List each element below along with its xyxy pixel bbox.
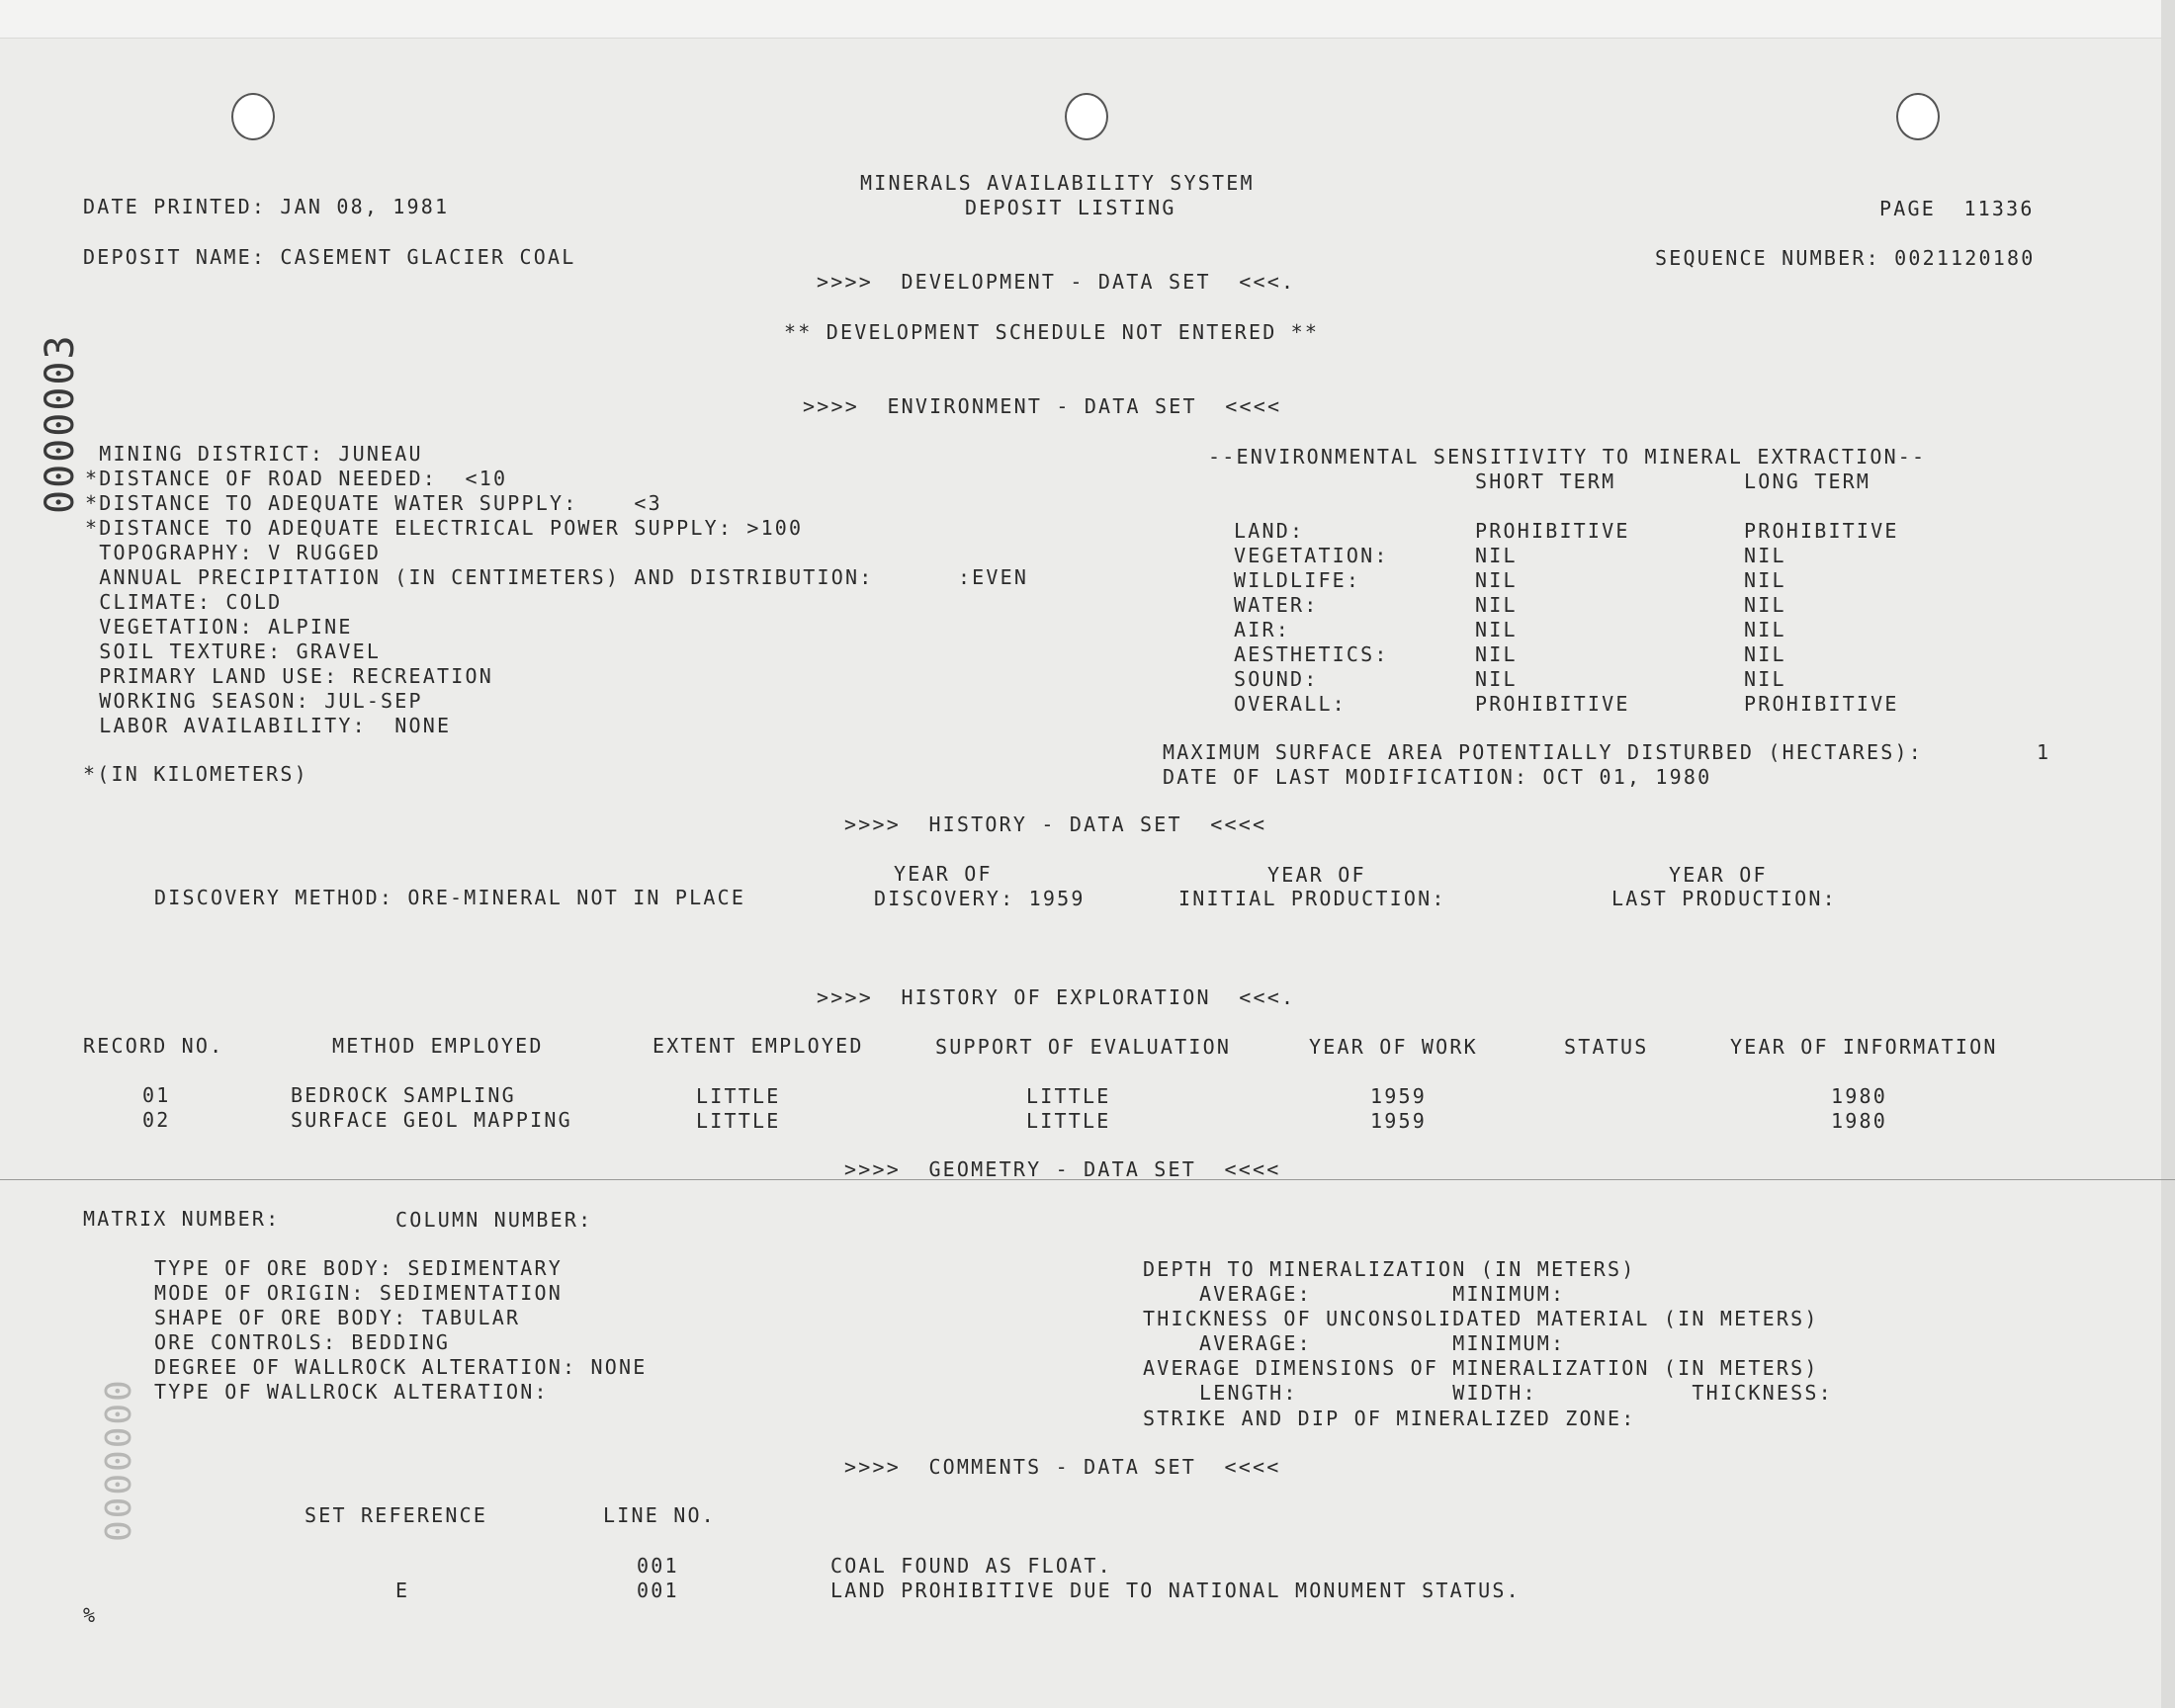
col-status: STATUS [1564, 1035, 1649, 1059]
sens-short: NIL [1475, 568, 1518, 592]
sens-label: AIR: [1234, 618, 1290, 641]
exp-year: 1959 [1370, 1109, 1427, 1133]
sens-short: PROHIBITIVE [1475, 519, 1630, 543]
exp-support: LITTLE [1026, 1109, 1111, 1133]
date-printed: DATE PRINTED: JAN 08, 1981 [83, 195, 450, 218]
year-of-label: YEAR OF [1267, 863, 1366, 887]
comment-text: LAND PROHIBITIVE DUE TO NATIONAL MONUMENT STATUS. [830, 1579, 1521, 1602]
exp-extent: LITTLE [696, 1109, 781, 1133]
geometry-line: TYPE OF WALLROCK ALTERATION: [154, 1380, 549, 1404]
sens-label: WATER: [1234, 593, 1319, 617]
sens-long: PROHIBITIVE [1744, 519, 1899, 543]
sens-short: PROHIBITIVE [1475, 692, 1630, 716]
end-mark: % [83, 1603, 98, 1627]
depth-average-minimum: AVERAGE: MINIMUM: [1143, 1282, 1566, 1306]
geometry-line: TYPE OF ORE BODY: SEDIMENTARY [154, 1256, 563, 1280]
col-record-no: RECORD NO. [83, 1034, 224, 1058]
thickness-unconsolidated: THICKNESS OF UNCONSOLIDATED MATERIAL (IN METERS) [1143, 1307, 1819, 1330]
env-line: ANNUAL PRECIPITATION (IN CENTIMETERS) AND DISTRIBUTION: :EVEN [85, 565, 1029, 589]
env-line: *DISTANCE TO ADEQUATE WATER SUPPLY: <3 [85, 491, 662, 515]
geometry-line: SHAPE OF ORE BODY: TABULAR [154, 1306, 521, 1329]
matrix-number: MATRIX NUMBER: [83, 1207, 281, 1231]
env-line: CLIMATE: COLD [85, 590, 283, 614]
env-footnote: *(IN KILOMETERS) [83, 762, 308, 786]
year-of-label: YEAR OF [894, 862, 993, 886]
col-method: METHOD EMPLOYED [332, 1034, 544, 1058]
geometry-line: DEGREE OF WALLROCK ALTERATION: NONE [154, 1355, 648, 1379]
col-year-of-info: YEAR OF INFORMATION [1730, 1035, 1998, 1059]
env-line: WORKING SEASON: JUL-SEP [85, 689, 423, 713]
sens-label: VEGETATION: [1234, 544, 1389, 567]
exp-method: SURFACE GEOL MAPPING [291, 1108, 572, 1132]
history-heading: >>>> HISTORY - DATA SET <<<< [844, 812, 1267, 836]
exploration-heading: >>>> HISTORY OF EXPLORATION <<<. [817, 985, 1296, 1009]
col-year-of-work: YEAR OF WORK [1309, 1035, 1478, 1059]
development-note: ** DEVELOPMENT SCHEDULE NOT ENTERED ** [784, 320, 1320, 344]
sens-label: WILDLIFE: [1234, 568, 1361, 592]
env-line: TOPOGRAPHY: V RUGGED [85, 541, 382, 564]
listing-title: DEPOSIT LISTING [965, 196, 1176, 219]
exp-info: 1980 [1831, 1109, 1887, 1133]
sens-long: NIL [1744, 568, 1786, 592]
strike-and-dip: STRIKE AND DIP OF MINERALIZED ZONE: [1143, 1407, 1636, 1430]
comments-heading: >>>> COMMENTS - DATA SET <<<< [844, 1455, 1281, 1479]
sens-label: OVERALL: [1234, 692, 1347, 716]
exp-support: LITTLE [1026, 1084, 1111, 1108]
env-line: SOIL TEXTURE: GRAVEL [85, 640, 382, 663]
exp-extent: LITTLE [696, 1084, 781, 1108]
env-line: VEGETATION: ALPINE [85, 615, 353, 639]
development-heading: >>>> DEVELOPMENT - DATA SET <<<. [817, 270, 1296, 294]
sens-label: LAND: [1234, 519, 1305, 543]
env-line: MINING DISTRICT: JUNEAU [85, 442, 423, 466]
exp-record: 01 [142, 1083, 171, 1107]
punch-hole [231, 93, 275, 140]
geometry-line: MODE OF ORIGIN: SEDIMENTATION [154, 1281, 563, 1305]
sens-long: PROHIBITIVE [1744, 692, 1899, 716]
col-set-reference: SET REFERENCE [304, 1503, 488, 1527]
env-line: *DISTANCE OF ROAD NEEDED: <10 [85, 467, 508, 490]
year-of-label: YEAR OF [1669, 863, 1768, 887]
discovery-method: DISCOVERY METHOD: ORE-MINERAL NOT IN PLACE [154, 886, 746, 909]
col-line-no: LINE NO. [603, 1503, 716, 1527]
microfilm-stamp: 0000003 [38, 333, 83, 514]
env-line: PRIMARY LAND USE: RECREATION [85, 664, 493, 688]
sens-short: NIL [1475, 618, 1518, 641]
sequence-number: SEQUENCE NUMBER: 0021120180 [1655, 246, 2036, 270]
system-title: MINERALS AVAILABILITY SYSTEM [860, 171, 1255, 195]
deposit-name: DEPOSIT NAME: CASEMENT GLACIER COAL [83, 245, 576, 269]
dimensions-line: LENGTH: WIDTH: THICKNESS: [1143, 1381, 1833, 1405]
max-surface-area-value: 1 [2037, 740, 2051, 764]
sens-short: NIL [1475, 593, 1518, 617]
sens-long: NIL [1744, 667, 1786, 691]
exp-method: BEDROCK SAMPLING [291, 1083, 516, 1107]
sensitivity-col-short: SHORT TERM [1475, 470, 1616, 493]
paper-right-edge [2161, 0, 2175, 1708]
last-production: LAST PRODUCTION: [1611, 887, 1837, 910]
comment-line: 001 [637, 1554, 679, 1578]
sens-short: NIL [1475, 667, 1518, 691]
sens-label: AESTHETICS: [1234, 642, 1389, 666]
exp-record: 02 [142, 1108, 171, 1132]
microfilm-stamp-faint: 0000000 [99, 1378, 139, 1542]
max-surface-area: MAXIMUM SURFACE AREA POTENTIALLY DISTURBED (HECTARES): [1163, 740, 1924, 764]
exp-year: 1959 [1370, 1084, 1427, 1108]
comment-set: E [395, 1579, 410, 1602]
comment-line: 001 [637, 1579, 679, 1602]
last-modification: DATE OF LAST MODIFICATION: OCT 01, 1980 [1163, 765, 1712, 789]
initial-production: INITIAL PRODUCTION: [1178, 887, 1446, 910]
geometry-heading: >>>> GEOMETRY - DATA SET <<<< [844, 1157, 1281, 1181]
sens-long: NIL [1744, 593, 1786, 617]
comment-text: COAL FOUND AS FLOAT. [830, 1554, 1112, 1578]
page-number: PAGE 11336 [1879, 197, 2035, 220]
thickness-average-minimum: AVERAGE: MINIMUM: [1143, 1331, 1566, 1355]
sens-long: NIL [1744, 642, 1786, 666]
column-number: COLUMN NUMBER: [395, 1208, 593, 1232]
sens-long: NIL [1744, 618, 1786, 641]
depth-to-mineralization: DEPTH TO MINERALIZATION (IN METERS) [1143, 1257, 1636, 1281]
env-line: LABOR AVAILABILITY: NONE [85, 714, 452, 737]
env-line: *DISTANCE TO ADEQUATE ELECTRICAL POWER SUPPLY: >100 [85, 516, 804, 540]
col-support: SUPPORT OF EVALUATION [935, 1035, 1232, 1059]
discovery-year: DISCOVERY: 1959 [874, 887, 1086, 910]
punch-hole [1896, 93, 1940, 140]
sensitivity-col-long: LONG TERM [1744, 470, 1871, 493]
geometry-line: ORE CONTROLS: BEDDING [154, 1330, 451, 1354]
environment-heading: >>>> ENVIRONMENT - DATA SET <<<< [803, 394, 1282, 418]
sens-label: SOUND: [1234, 667, 1319, 691]
exp-info: 1980 [1831, 1084, 1887, 1108]
sens-short: NIL [1475, 642, 1518, 666]
sens-long: NIL [1744, 544, 1786, 567]
average-dimensions: AVERAGE DIMENSIONS OF MINERALIZATION (IN METERS) [1143, 1356, 1819, 1380]
sens-short: NIL [1475, 544, 1518, 567]
col-extent: EXTENT EMPLOYED [652, 1034, 864, 1058]
paper-top-edge [0, 0, 2175, 39]
punch-hole [1065, 93, 1108, 140]
sensitivity-title: --ENVIRONMENTAL SENSITIVITY TO MINERAL EXTRACTION-- [1208, 445, 1927, 469]
